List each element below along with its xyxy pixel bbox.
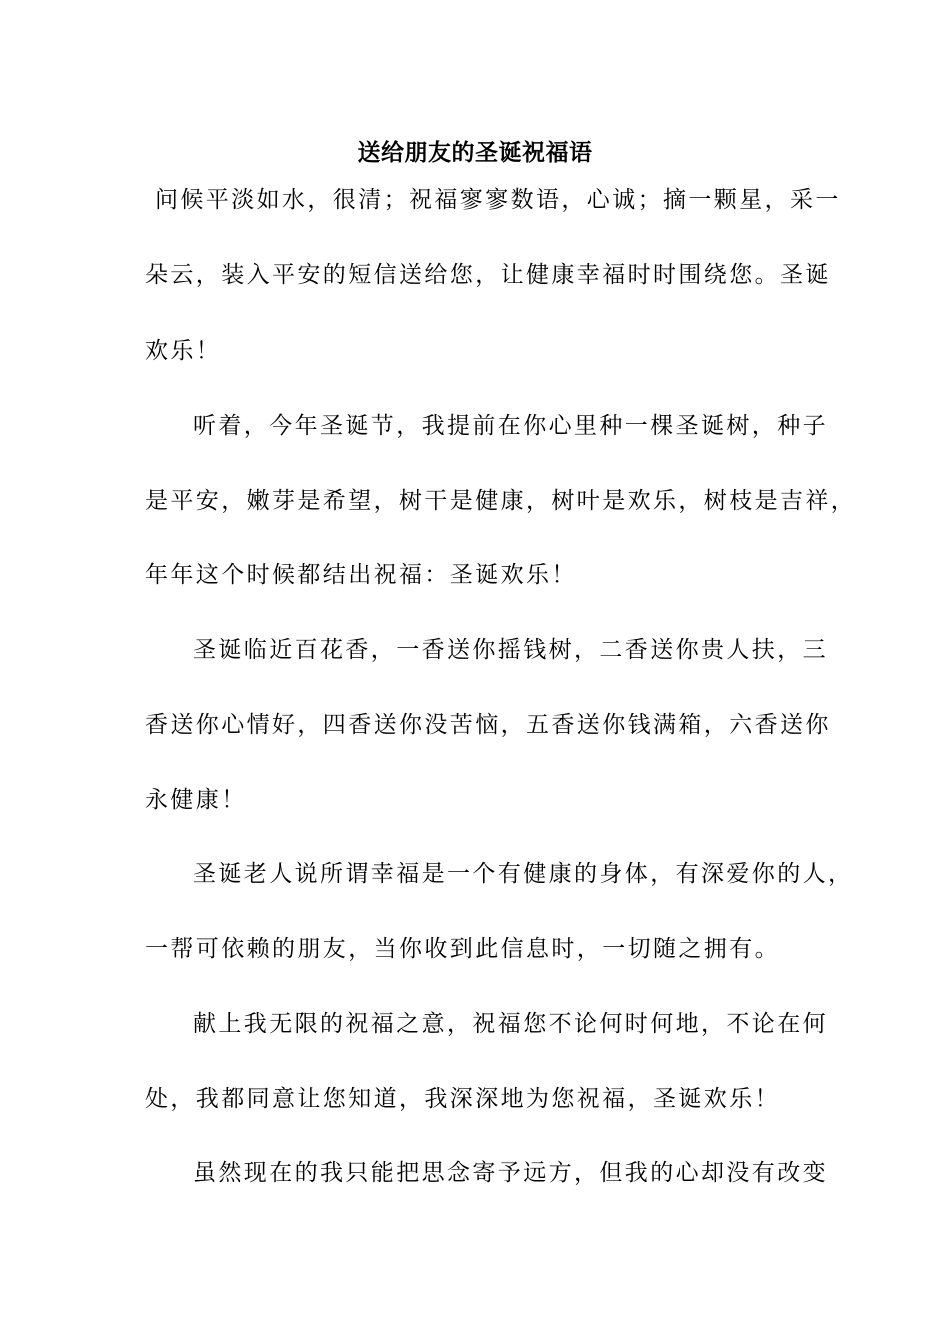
text-line-6: 年年这个时候都结出祝福：圣诞欢乐！ (145, 562, 577, 588)
text-line-9: 永健康！ (145, 787, 247, 813)
text-line-13: 处，我都同意让您知道，我深深地为您祝福，圣诞欢乐！ (145, 1086, 780, 1112)
text-line-10: 圣诞老人说所谓幸福是一个有健康的身体，有深爱你的人， (193, 861, 854, 887)
text-line-5: 是平安，嫩芽是希望，树干是健康，树叶是欢乐，树枝是吉祥， (145, 488, 857, 514)
text-line-11: 一帮可依赖的朋友，当你收到此信息时，一切随之拥有。 (145, 936, 780, 962)
text-line-3: 欢乐！ (145, 338, 222, 364)
text-line-12: 献上我无限的祝福之意，祝福您不论何时何地，不论在何 (193, 1011, 828, 1037)
document-title: 送给朋友的圣诞祝福语 (357, 139, 593, 166)
text-line-14: 虽然现在的我只能把思念寄予远方，但我的心却没有改变 (193, 1160, 828, 1186)
text-line-8: 香送你心情好，四香送你没苦恼，五香送你钱满箱，六香送你 (145, 712, 831, 738)
text-line-1: 问候平淡如水，很清；祝福寥寥数语，心诚；摘一颗星，采一 (155, 187, 841, 213)
text-line-7: 圣诞临近百花香，一香送你摇钱树，二香送你贵人扶，三 (193, 637, 828, 663)
text-line-2: 朵云，装入平安的短信送给您，让健康幸福时时围绕您。圣诞 (145, 262, 831, 288)
text-line-4: 听着，今年圣诞节，我提前在你心里种一棵圣诞树，种子 (193, 413, 828, 439)
